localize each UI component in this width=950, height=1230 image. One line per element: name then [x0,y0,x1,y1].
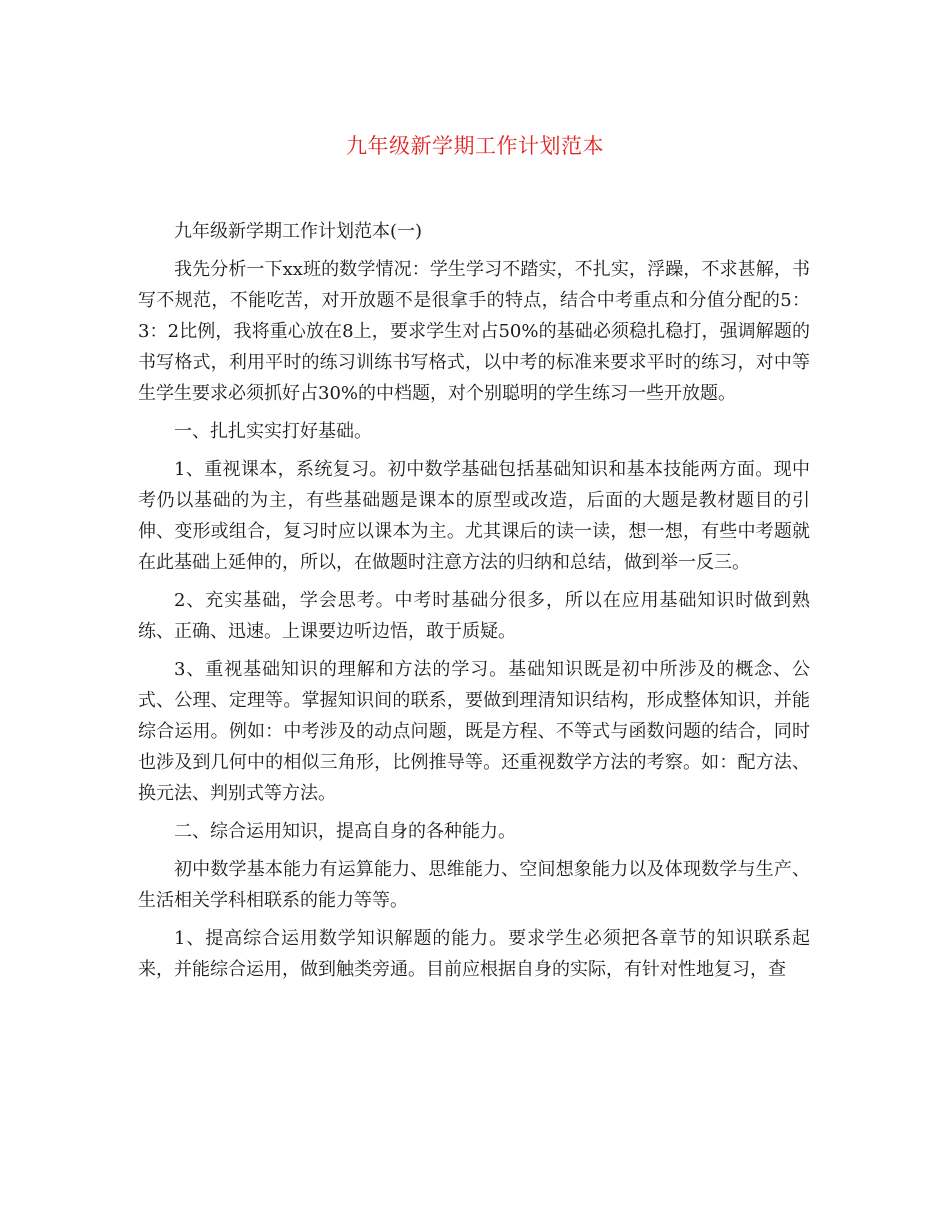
section-heading: 二、综合运用知识，提高自身的各种能力。 [174,821,516,842]
document-title: 九年级新学期工作计划范本 [346,134,604,158]
document-body [138,216,810,992]
paragraph: 1、提高综合运用数学知识解题的能力。要求学生必须把各章节的知识联系起来，并能综合运用，做到触类旁通。目前应根据自身的实际，有针对性地复习，查 [138,928,810,980]
paragraph: 1、重视课本，系统复习。初中数学基础包括基础知识和基本技能两方面。现中考仍以基础的为主，有些基础题是课本的原型或改造，后面的大题是教材题目的引伸、变形或组合，复习时应以课本为主。尤其课后的读一读，想一想，有些中考题就在此基础上延伸的，所以，在做题时注意方法的归纳和总结，做到举一反三。 [138,459,810,573]
paragraph: 初中数学基本能力有运算能力、思维能力、空间想象能力以及体现数学与生产、生活相关学科相联系的能力等等。 [138,859,810,911]
paragraph: 我先分析一下xx班的数学情况：学生学习不踏实，不扎实，浮躁，不求甚解，书写不规范，不能吃苦，对开放题不是很拿手的特点，结合中考重点和分值分配的5：3：2比例，我将重心放在8上，要求学生对占50%的基础必须稳扎稳打，强调解题的书写格式，利用平时的练习训练书写格式，以中考的标准来要求平时的练习，对中等生学生要求必须抓好占30%的中档题，对个别聪明的学生练习一些开放题。 [138,259,810,404]
paragraph-subtitle: 九年级新学期工作计划范本(一) [174,221,423,242]
paragraph: 3、重视基础知识的理解和方法的学习。基础知识既是初中所涉及的概念、公式、公理、定理等。掌握知识间的联系，要做到理清知识结构，形成整体知识，并能综合运用。例如：中考涉及的动点问题，既是方程、不等式与函数问题的结合，同时也涉及到几何中的相似三角形，比例推导等。还重视数学方法的考察。如：配方法、换元法、判别式等方法。 [138,659,810,804]
section-heading: 一、扎扎实实打好基础。 [174,421,372,442]
paragraph: 2、充实基础，学会思考。中考时基础分很多，所以在应用基础知识时做到熟练、正确、迅速。上课要边听边悟，敢于质疑。 [138,590,810,642]
